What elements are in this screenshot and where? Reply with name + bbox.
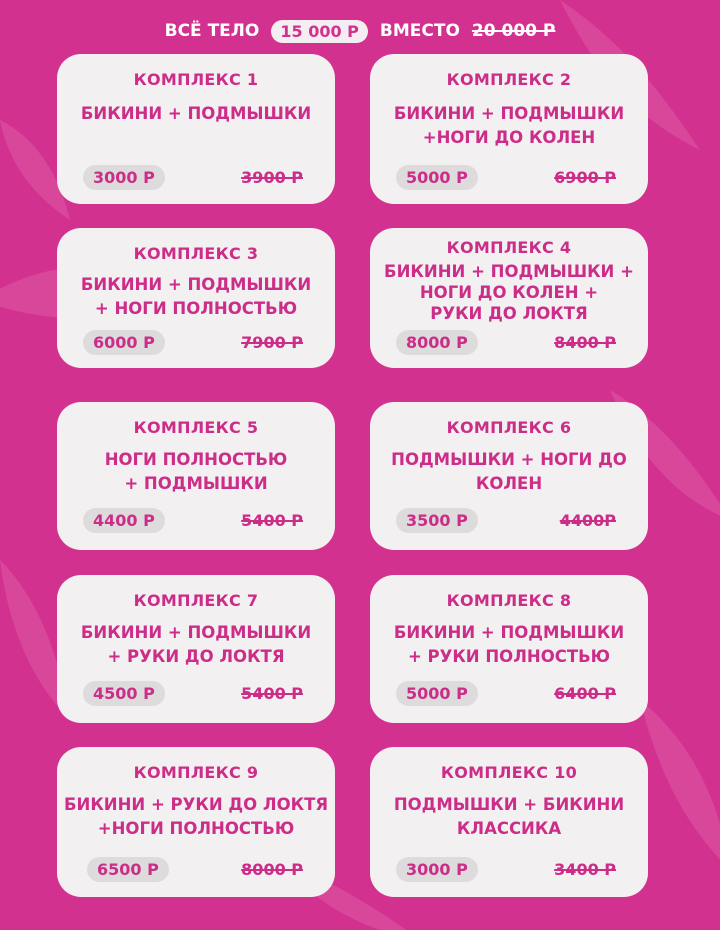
card-old-price: 6400 Р xyxy=(554,684,616,703)
card-description-line: БИКИНИ + ПОДМЫШКИ xyxy=(393,104,625,123)
card-price: 3500 Р xyxy=(396,508,478,533)
card-title: КОМПЛЕКС 7 xyxy=(133,591,259,610)
card-price: 6500 Р xyxy=(87,857,169,882)
card-description xyxy=(378,621,640,669)
complex-card-2 xyxy=(370,54,648,204)
card-description-line: +НОГИ ПОЛНОСТЬЮ xyxy=(97,819,295,838)
card-title: КОМПЛЕКС 5 xyxy=(133,418,259,437)
card-price: 3000 Р xyxy=(83,165,165,190)
card-old-price: 3400 Р xyxy=(554,860,616,879)
card-title: КОМПЛЕКС 10 xyxy=(440,763,578,782)
card-description-line: БИКИНИ + ПОДМЫШКИ xyxy=(393,623,625,642)
card-description xyxy=(65,273,327,321)
card-description-line: + ПОДМЫШКИ xyxy=(124,474,268,493)
complex-card-5 xyxy=(57,402,335,550)
card-old-price: 4400Р xyxy=(559,511,616,530)
header-old-price: 20 000 Р xyxy=(471,21,556,41)
card-price: 4500 Р xyxy=(83,681,165,706)
card-description-line: БИКИНИ + ПОДМЫШКИ + xyxy=(384,262,634,281)
card-description-line: ПОДМЫШКИ + НОГИ ДО xyxy=(391,450,627,469)
header-offer xyxy=(0,14,720,48)
card-price: 4400 Р xyxy=(83,508,165,533)
header-label: ВСЁ ТЕЛО xyxy=(164,21,260,41)
card-price: 8000 Р xyxy=(396,330,478,355)
card-title: КОМПЛЕКС 8 xyxy=(446,591,572,610)
card-title: КОМПЛЕКС 9 xyxy=(133,763,259,782)
complex-card-9 xyxy=(57,747,335,897)
complex-card-8 xyxy=(370,575,648,723)
complex-card-3 xyxy=(57,228,335,368)
card-old-price: 7900 Р xyxy=(241,333,303,352)
card-title: КОМПЛЕКС 2 xyxy=(446,70,572,89)
card-description-line: БИКИНИ + ПОДМЫШКИ xyxy=(80,104,312,123)
card-old-price: 8000 Р xyxy=(241,860,303,879)
card-description-line: + РУКИ ДО ЛОКТЯ xyxy=(107,647,285,666)
card-title: КОМПЛЕКС 1 xyxy=(133,70,259,89)
complex-card-4 xyxy=(370,228,648,368)
card-description-line: НОГИ ДО КОЛЕН + xyxy=(419,283,599,302)
card-description xyxy=(59,793,333,841)
card-description xyxy=(65,102,327,126)
card-description xyxy=(378,793,640,841)
card-price: 3000 Р xyxy=(396,857,478,882)
card-price: 6000 Р xyxy=(83,330,165,355)
card-old-price: 5400 Р xyxy=(241,511,303,530)
card-description-line: ПОДМЫШКИ + БИКИНИ xyxy=(393,795,625,814)
card-description-line: РУКИ ДО ЛОКТЯ xyxy=(430,304,588,323)
card-description-line: +НОГИ ДО КОЛЕН xyxy=(422,128,596,147)
card-old-price: 5400 Р xyxy=(241,684,303,703)
card-title: КОМПЛЕКС 6 xyxy=(446,418,572,437)
card-description-line: НОГИ ПОЛНОСТЬЮ xyxy=(104,450,288,469)
card-old-price: 6900 Р xyxy=(554,168,616,187)
card-description-line: + НОГИ ПОЛНОСТЬЮ xyxy=(94,299,298,318)
card-description-line: КОЛЕН xyxy=(475,474,543,493)
card-price: 5000 Р xyxy=(396,681,478,706)
card-description xyxy=(378,261,640,324)
card-description xyxy=(65,621,327,669)
card-description-line: + РУКИ ПОЛНОСТЬЮ xyxy=(407,647,611,666)
header-instead: ВМЕСТО xyxy=(379,21,460,41)
card-price: 5000 Р xyxy=(396,165,478,190)
card-old-price: 8400 Р xyxy=(554,333,616,352)
complex-card-6 xyxy=(370,402,648,550)
card-title: КОМПЛЕКС 4 xyxy=(446,238,572,257)
card-description xyxy=(65,448,327,496)
card-description-line: БИКИНИ + ПОДМЫШКИ xyxy=(80,275,312,294)
complex-card-7 xyxy=(57,575,335,723)
card-title: КОМПЛЕКС 3 xyxy=(133,244,259,263)
header-price-badge: 15 000 Р xyxy=(271,20,368,43)
card-description-line: БИКИНИ + ПОДМЫШКИ xyxy=(80,623,312,642)
feather-icon xyxy=(640,700,720,870)
card-description xyxy=(378,102,640,150)
card-old-price: 3900 Р xyxy=(241,168,303,187)
card-description-line: КЛАССИКА xyxy=(456,819,562,838)
card-description xyxy=(378,448,640,496)
complex-card-10 xyxy=(370,747,648,897)
card-description-line: БИКИНИ + РУКИ ДО ЛОКТЯ xyxy=(63,795,329,814)
complex-card-1 xyxy=(57,54,335,204)
